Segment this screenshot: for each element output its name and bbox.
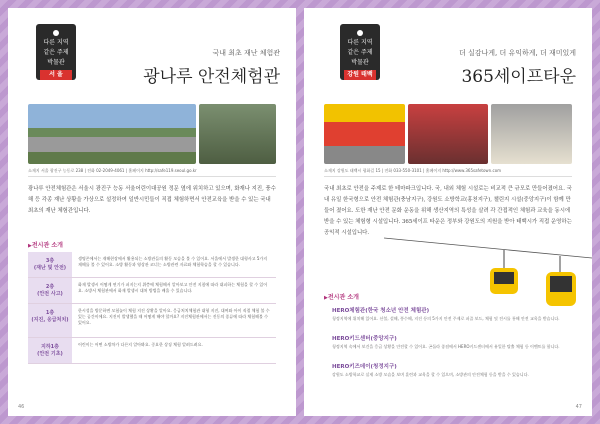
floor-table [28,252,276,364]
page-title: 365세이프타운 [461,67,576,87]
climbing-photo [491,104,572,164]
tag-city: 서 울 [40,70,72,80]
intro-paragraph: 광나루 안전체험관은 서울시 광진구 능동 서울어린이대공원 정문 옆에 위치하고 있으며, 화재나 지진, 풍수해 등 각종 재난 상황을 가상으로 설정하여 일반시민들이 직접 체험하면서 안전교육을 받을 수 있는 국내 최초의 재난 체험관입니다. [28,186,276,214]
hero-title: HERO체험관(한국 청소년 안전 체험관) [332,308,430,314]
right-page [304,8,592,416]
tag-line: 박물관 [351,59,369,66]
tag-city: 강원 태백 [344,70,376,80]
intro-paragraph: 국내 최초로 안전을 주제로 한 테마파크입니다. 국, 내외 체험 시설로는 비교적 큰 규모로 만들어졌어요. 국내 유일 한국형으로 안전 체험관(충남지구), 강원도 소방학교(홍천지구), 챌린지 시설(중앙지구)이 함께 만들어 졌어요. 도한 재난 안전 문화 운동을 위해 생산지역의 특성을 살려 각 간접적인 체험과 교육을 동시에 받을 수 있는 체험형 시설입니다. 365세이프 타운은 정부와 강원도의 지원을 받아 태백시가 직접 운영하는 공익적 시설입니다. [324,186,572,236]
tag-hole-icon [53,30,59,36]
floor-desc: 한시성을 방문하면 모험놀이 체험 지진 상황을 알아요. 응급처치체험관 대형 지진, 대여와 아이 직접 체험 볼 수 있는 공간이에요. 지진이 발생했을 때 어떻게 해야 할까요? 지진체험관에서는 진동의 종류에 따라 체험해볼 수 있어요. [78,308,270,325]
hero-text: 강원도 소방학교로 실제 소방 모습을 보며 훈련과 교육을 할 수 있으며, 소방관의 안전체험 등을 받을 수 있습니다. [332,372,529,377]
table-row [28,304,276,338]
section-heading: ▶ 전시관 소개 [28,240,63,249]
floor-label [28,304,72,337]
table-row [28,278,276,304]
floor-desc: 생명존에서는 재해현장에서 활용되는 소방관들의 활동 모습을 볼 수 있어요. 서울에서 발생한 대형사고 5가지 재해를 볼 수 있어요. 소방 활동과 영상관 코너는 소방관련 자료와 체험학습을 할 수 있습니다. [78,256,268,267]
left-page [8,8,296,416]
gondola-photo [324,104,405,164]
exhibit-photo [199,104,276,164]
region-tag [340,24,380,80]
photo-strip [324,104,572,164]
floor-number: 3층 [45,258,55,264]
floor-label [28,278,72,303]
floor-label [28,338,72,363]
page-number: 47 [575,404,582,410]
page-subtitle: 더 실감나게, 더 유익하게, 더 재미있게 [458,49,576,57]
hero-item [332,306,570,322]
floor-number: 지하1층 [41,344,59,350]
floor-label [28,252,72,277]
hero-title: HERO키드센터(중앙지구) [332,336,397,342]
floor-sub: (지진, 응급처치) [31,317,69,323]
hero-title: HERO키즈데이(청정지구) [332,364,397,370]
hero-text: 청정지역에 위치해 있어요. 산불, 설해, 풍수해, 지진 등의 5가지 안전 주제로 퍼즐 보드, 체험 및 전시를 통해 안전 교육을 받습니다. [332,316,560,321]
building-photo [28,104,196,164]
table-row [28,338,276,364]
page-subtitle: 국내 최초 재난 체험관 [212,49,280,57]
info-line: 소재지 서울 광진구 능동로 238 | 전화 02-2049-4061 | 홈페이지 http://safe119.seoul.go.kr [28,168,276,177]
hero-item [332,362,570,378]
tag-line: 박물관 [47,59,65,66]
floor-number: 2층 [45,284,55,290]
photo-strip [28,104,276,164]
table-row [28,252,276,278]
tag-line: 같은 주제 [347,49,373,56]
tag-line: 다른 지역 [43,39,69,46]
section-heading: ▶ 전시관 소개 [324,292,359,301]
floor-desc: 화재 발생시 어떻게 연기가 퍼지는지 위층에 체험해서 알아보고 안전 지침에 따라 대피하는 체험을 할 수 있어요. 소방서 체험관에서 화재 발생시 대처 방법을 배울 수 있습니다. [78,282,268,293]
tag-line: 다른 지역 [347,39,373,46]
page-title: 광나루 안전체험관 [143,67,280,87]
tag-hole-icon [357,30,363,36]
floor-desc: 어린이는 어떤 소방차가 다른지 알아봐요. 중요한 상징 체험 알려드려요. [78,342,203,347]
page-number: 46 [18,404,25,410]
floor-sub: (재난 및 안전) [33,265,67,271]
ride-photo [408,104,489,164]
floor-number: 1층 [45,310,55,316]
tag-line: 같은 주제 [43,49,69,56]
info-line: 소재지 강원도 태백시 평화길 15 | 전화 033-550-3101 | 홈페이지 http://www.365safetown.com [324,168,572,177]
region-tag [36,24,76,80]
floor-sub: (안전 사고) [37,291,63,297]
floor-sub: (안전 기초) [37,351,63,357]
hero-text: 청정지역 속에서 보건을 응급 상황을 안전할 수 있어요. 곤돌라 종점에서 HERO키드센터에서 유일한 탈출 체험 등 이벤트를 합니다. [332,344,560,349]
hero-item [332,334,570,350]
